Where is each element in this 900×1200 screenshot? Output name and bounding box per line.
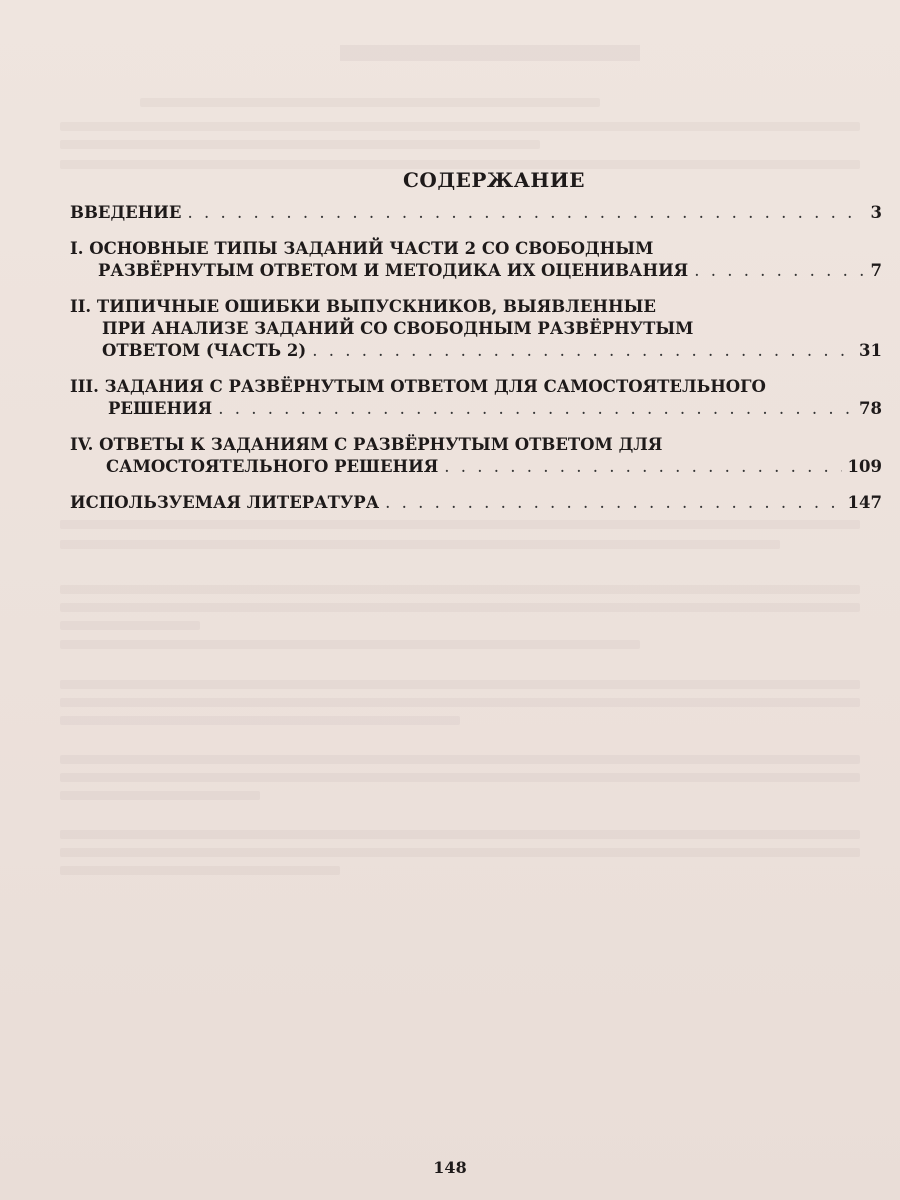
toc-entry-title: II. ТИПИЧНЫЕ ОШИБКИ ВЫПУСКНИКОВ, ВЫЯВЛЕННЫЕ (70, 297, 656, 316)
toc-page-number: 147 (847, 493, 882, 512)
toc-entry-chapter-2 (70, 296, 882, 362)
toc-line (70, 340, 882, 362)
bleed-through-line (60, 791, 260, 800)
bleed-through-line (60, 640, 640, 649)
bleed-through-line (60, 603, 860, 612)
toc-entry-introduction (70, 202, 882, 224)
toc-entry-title-cont: САМОСТОЯТЕЛЬНОГО РЕШЕНИЯ (106, 457, 439, 476)
toc-page-number: 7 (870, 261, 882, 280)
bleed-through-line (60, 122, 860, 131)
toc-line (70, 296, 882, 318)
bleed-through-line (60, 716, 460, 725)
toc-entry-chapter-3 (70, 376, 882, 420)
toc-entry-title-cont: ОТВЕТОМ (ЧАСТЬ 2) (102, 341, 307, 360)
bleed-through-line (140, 98, 600, 107)
toc-entry-title: ИСПОЛЬЗУЕМАЯ ЛИТЕРАТУРА (70, 493, 380, 512)
page-number: 148 (433, 1158, 467, 1177)
toc-line (70, 260, 882, 282)
toc-line (70, 202, 882, 224)
toc-line (70, 398, 882, 420)
bleed-through-line (60, 866, 340, 875)
bleed-through-line (60, 540, 780, 549)
toc-entry-references (70, 492, 882, 514)
toc-line (70, 456, 882, 478)
toc-title: СОДЕРЖАНИЕ (403, 168, 585, 192)
toc-entry-chapter-4 (70, 434, 882, 478)
bleed-through-line (60, 621, 200, 630)
toc-entry-title-cont: РАЗВЁРНУТЫМ ОТВЕТОМ И МЕТОДИКА ИХ ОЦЕНИВАНИЯ (98, 261, 689, 280)
toc-line (70, 492, 882, 514)
dot-leader (187, 202, 864, 224)
toc-entry-title: ВВЕДЕНИЕ (70, 203, 182, 222)
dot-leader (444, 456, 841, 478)
bleed-through-line (60, 755, 860, 764)
bleed-through-line (60, 830, 860, 839)
bleed-through-heading (340, 45, 640, 61)
bleed-through-line (60, 848, 860, 857)
toc-line (70, 434, 882, 456)
bleed-through-line (60, 698, 860, 707)
toc-entry-title-cont: ПРИ АНАЛИЗЕ ЗАДАНИЙ СО СВОБОДНЫМ РАЗВЁРНУТЫМ (102, 319, 694, 338)
dot-leader (312, 340, 853, 362)
bleed-through-line (60, 680, 860, 689)
toc-line (70, 238, 882, 260)
toc-entry-title-cont: РЕШЕНИЯ (108, 399, 213, 418)
toc-entry-chapter-1 (70, 238, 882, 282)
toc-entry-title: III. ЗАДАНИЯ С РАЗВЁРНУТЫМ ОТВЕТОМ ДЛЯ САМОСТОЯТЕЛЬНОГО (70, 377, 766, 396)
dot-leader (385, 492, 841, 514)
toc-page-number: 109 (847, 457, 882, 476)
toc-page-number: 78 (859, 399, 882, 418)
table-of-contents (70, 168, 882, 528)
bleed-through-line (60, 585, 860, 594)
toc-entry-title: IV. ОТВЕТЫ К ЗАДАНИЯМ С РАЗВЁРНУТЫМ ОТВЕТОМ ДЛЯ (70, 435, 663, 454)
toc-page-number: 31 (859, 341, 882, 360)
dot-leader (218, 398, 853, 420)
toc-line (70, 376, 882, 398)
dot-leader (694, 260, 864, 282)
toc-line (70, 318, 882, 340)
toc-entry-title: I. ОСНОВНЫЕ ТИПЫ ЗАДАНИЙ ЧАСТИ 2 СО СВОБОДНЫМ (70, 239, 654, 258)
toc-page-number: 3 (870, 203, 882, 222)
bleed-through-line (60, 140, 540, 149)
bleed-through-line (60, 773, 860, 782)
